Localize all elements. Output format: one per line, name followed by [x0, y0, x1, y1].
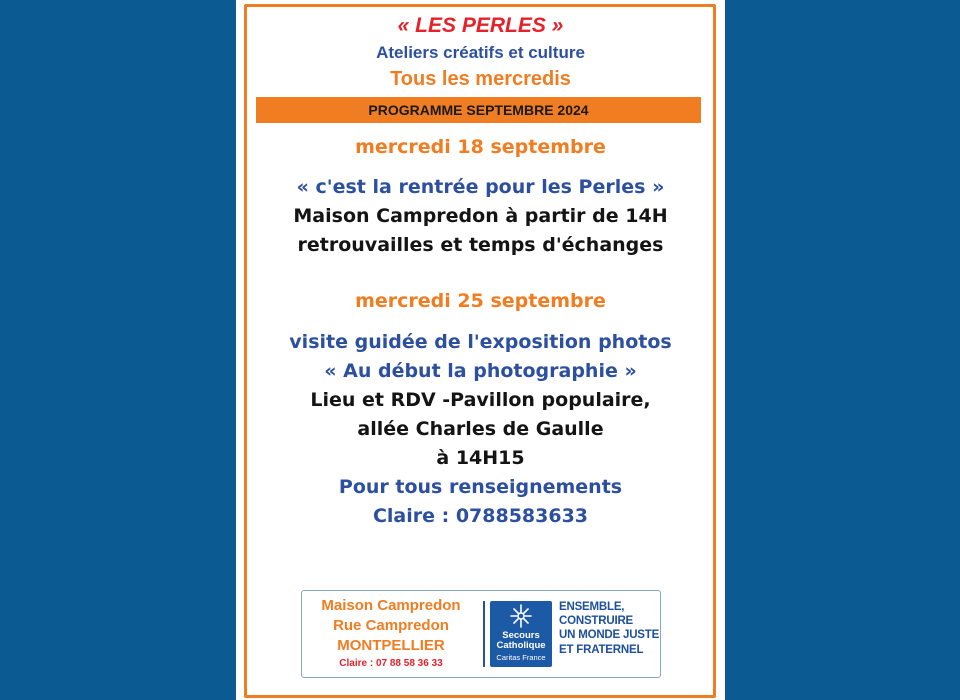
tagline-2: CONSTRUIRE [559, 615, 634, 627]
footer-address [302, 591, 480, 677]
event1-description: retrouvailles et temps d'échanges [297, 234, 664, 256]
tagline-3: UN MONDE JUSTE [559, 629, 660, 641]
flyer-page [236, 0, 725, 700]
event2-time: à 14H15 [436, 447, 525, 469]
event2-date: mercredi 25 septembre [355, 290, 606, 312]
footer-street: Rue Campredon [333, 617, 449, 634]
secours-catholique-logo [490, 601, 552, 667]
tagline-4: ET FRATERNEL [559, 644, 644, 656]
event2-quote: « Au début la photographie » [324, 360, 637, 382]
flyer-subtitle: Ateliers créatifs et culture [376, 43, 585, 62]
logo-line-1: Secours [502, 630, 540, 641]
event2-name: visite guidée de l'exposition photos [289, 331, 672, 353]
contact-phone: Claire : 0788583633 [372, 505, 589, 527]
footer-box [301, 590, 661, 678]
event1-date: mercredi 18 septembre [355, 136, 606, 158]
contact-heading: Pour tous renseignements [338, 476, 623, 498]
flyer-schedule: Tous les mercredis [390, 68, 571, 90]
footer-city: MONTPELLIER [337, 637, 445, 654]
event2-location: Lieu et RDV -Pavillon populaire, [310, 389, 651, 411]
footer-place: Maison Campredon [321, 597, 461, 614]
event1-location: Maison Campredon à partir de 14H [293, 205, 668, 227]
flyer-title: « LES PERLES » [397, 14, 564, 37]
tagline-1: ENSEMBLE, [559, 601, 625, 613]
logo-line-2: Catholique [496, 640, 546, 651]
event1-name: « c'est la rentrée pour les Perles » [296, 176, 665, 198]
footer-divider [483, 601, 485, 667]
footer-phone: Claire : 07 88 58 36 33 [339, 658, 443, 669]
event2-address: allée Charles de Gaulle [357, 418, 604, 440]
cross-rays-icon [490, 601, 552, 631]
program-banner: PROGRAMME SEPTEMBRE 2024 [256, 97, 701, 123]
logo-line-3: Caritas France [496, 653, 546, 662]
